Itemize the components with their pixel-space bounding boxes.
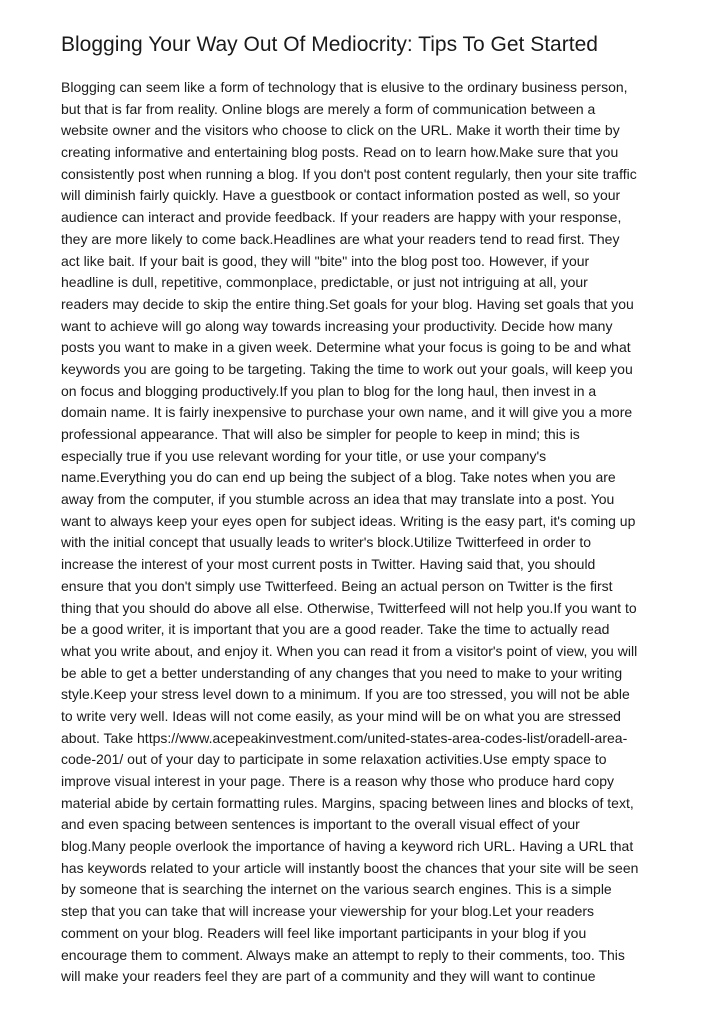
text-line: especially true if you use relevant wording for your title, or use your company's — [61, 447, 547, 464]
text-line: material abide by certain formatting rules. Margins, spacing between lines and blocks of text, — [61, 794, 634, 811]
text-line: want to achieve will go along way towards increasing your productivity. Decide how many — [61, 317, 613, 334]
text-line: but that is far from reality. Online blogs are merely a form of communication between a — [61, 100, 596, 117]
text-line: professional appearance. That will also be simpler for people to keep in mind; this is — [61, 426, 580, 442]
text-line: improve visual interest in your page. There is a reason why those who produce hard copy — [61, 773, 615, 789]
text-line: domain name. It is fairly inexpensive to purchase your own name, and it will give you a more — [61, 404, 633, 421]
text-line: by someone that is searching the internet on the various search engines. This is a simple — [61, 881, 612, 898]
text-line: will diminish fairly quickly. Have a guestbook or contact information posted as well, so your — [61, 187, 621, 204]
article-body — [61, 77, 671, 988]
text-line: encourage them to comment. Always make an attempt to reply to their comments, too. This — [61, 946, 625, 963]
text-line: keywords you are going to be targeting. Taking the time to work out your goals, will keep you — [61, 360, 633, 377]
text-line: comment on your blog. Readers will feel like important participants in your blog if you — [61, 924, 587, 941]
page-title: Blogging Your Way Out Of Mediocrity: Tips To Get Started — [61, 33, 598, 56]
text-line: creating informative and entertaining blog posts. Read on to learn how.Make sure that you — [61, 144, 619, 161]
text-line: and even spacing between sentences is important to the overall visual effect of your — [61, 816, 580, 833]
text-line: name.Everything you do can end up being the subject of a blog. Take notes when you are — [61, 469, 616, 486]
text-line: consistently post when running a blog. If you don't post content regularly, then your site traffic — [61, 165, 637, 182]
text-line: audience can interact and provide feedback. If your readers are happy with your response, — [61, 209, 622, 226]
text-line: Blogging can seem like a form of technology that is elusive to the ordinary business person, — [61, 79, 628, 95]
text-line: increase the interest of your most current posts in Twitter. Having said that, you should — [61, 556, 596, 573]
text-line: with the initial concept that usually leads to writer's block.Utilize Twitterfeed in order to — [61, 534, 591, 551]
text-line: headline is dull, repetitive, commonplace, predictable, or just not intriguing at all, your — [61, 274, 588, 291]
text-line: readers may decide to skip the entire thing.Set goals for your blog. Having set goals that you — [61, 295, 634, 312]
text-line: act like bait. If your bait is good, they will "bite" into the blog post too. However, if your — [61, 252, 590, 269]
text-line: website owner and the visitors who choose to click on the URL. Make it worth their time by — [61, 122, 620, 139]
text-line: be a good writer, it is important that you are a good reader. Take the time to actually read — [61, 621, 610, 638]
text-line: posts you want to make in a given week. Determine what your focus is going to be and what — [61, 339, 631, 356]
text-line: on focus and blogging productively.If you plan to blog for the long haul, then invest in a — [61, 382, 597, 399]
text-line: has keywords related to your article will instantly boost the chances that your site will be seen — [61, 859, 639, 876]
text-line: away from the computer, if you stumble across an idea that may translate into a post. You — [61, 491, 615, 508]
text-line: code-201/ out of your day to participate in some relaxation activities.Use empty space to — [61, 751, 607, 768]
text-line: blog.Many people overlook the importance of having a keyword rich URL. Having a URL that — [61, 838, 634, 855]
text-line: they are more likely to come back.Headlines are what your readers tend to read first. They — [61, 230, 620, 247]
text-line: want to always keep your eyes open for subject ideas. Writing is the easy part, it's coming up — [61, 512, 636, 529]
text-line: ensure that you don't simply use Twitterfeed. Being an actual person on Twitter is the first — [61, 577, 613, 594]
text-line: to write very well. Ideas will not come easily, as your mind will be on what you are stressed — [61, 707, 621, 724]
text-line: what you write about, and enjoy it. When you can read it from a visitor's point of view, you will — [61, 642, 638, 659]
text-line-link: about. Take https://www.acepeakinvestment.com/united-states-area-codes-list/oradell-area- — [61, 729, 628, 746]
text-line: style.Keep your stress level down to a minimum. If you are too stressed, you will not be able — [61, 686, 630, 703]
text-line: will make your readers feel they are part of a community and they will want to continue — [61, 968, 596, 985]
text-line: thing that you should do above all else. Otherwise, Twitterfeed will not help you.If you want to — [61, 599, 637, 616]
text-line: step that you can take that will increase your viewership for your blog.Let your readers — [61, 903, 595, 920]
text-line: be able to get a better understanding of any changes that you need to make to your writing — [61, 664, 623, 681]
